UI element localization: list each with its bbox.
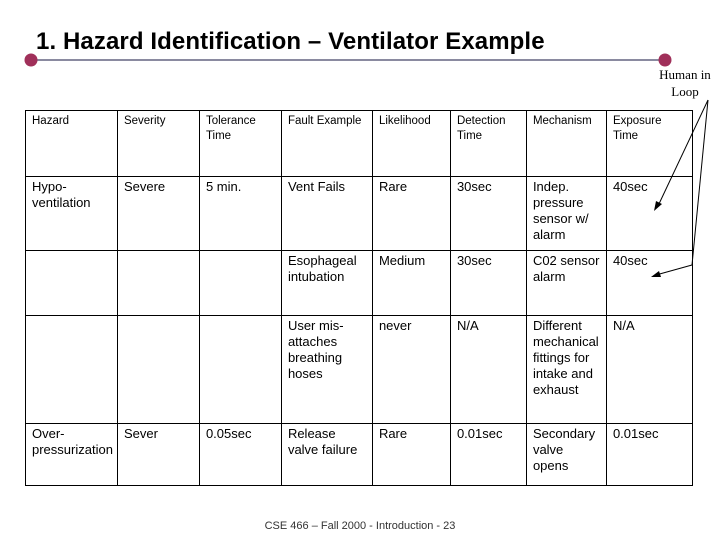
table-cell	[117, 251, 199, 316]
table-cell: 0.05sec	[199, 424, 281, 486]
table-cell: Sever	[117, 424, 199, 486]
table-cell: N/A	[450, 316, 526, 424]
table-cell	[26, 251, 118, 316]
table-cell: 40sec	[606, 251, 692, 316]
table-cell	[26, 316, 118, 424]
table-cell: User mis-attaches breathing hoses	[281, 316, 372, 424]
table-row	[26, 177, 693, 251]
table-cell: C02 sensor alarm	[526, 251, 606, 316]
column-header: Hazard	[26, 111, 118, 177]
table-cell	[199, 251, 281, 316]
arrow-2	[692, 100, 708, 265]
table-cell: 5 min.	[199, 177, 281, 251]
hazard-table	[25, 110, 693, 486]
table-row	[26, 251, 693, 316]
column-header: Likelihood	[372, 111, 450, 177]
column-header: Tolerance Time	[199, 111, 281, 177]
table-cell: Severe	[117, 177, 199, 251]
table-cell	[199, 316, 281, 424]
table-row	[26, 316, 693, 424]
table-cell: Medium	[372, 251, 450, 316]
column-header: Mechanism	[526, 111, 606, 177]
table-cell: Different mechanical fittings for intake and exhaust	[526, 316, 606, 424]
table-cell: Esophageal intubation	[281, 251, 372, 316]
human-in-loop-annotation: Human in Loop	[659, 67, 711, 99]
table-row	[26, 424, 693, 486]
column-header: Detection Time	[450, 111, 526, 177]
table-cell: Vent Fails	[281, 177, 372, 251]
table-cell: Rare	[372, 424, 450, 486]
rule-left-dot	[25, 54, 38, 67]
table-cell: Secondary valve opens	[526, 424, 606, 486]
table-cell: N/A	[606, 316, 692, 424]
table-cell: 40sec	[606, 177, 692, 251]
slide-title: 1. Hazard Identification – Ventilator Example	[36, 28, 545, 55]
table-cell: 30sec	[450, 251, 526, 316]
table-cell: Release valve failure	[281, 424, 372, 486]
table-cell: 0.01sec	[450, 424, 526, 486]
table-cell	[117, 316, 199, 424]
table-cell: 0.01sec	[606, 424, 692, 486]
table-cell: Over-pressurization	[26, 424, 118, 486]
slide-footer: CSE 466 – Fall 2000 - Introduction - 23	[264, 520, 456, 532]
table-cell: never	[372, 316, 450, 424]
column-header: Severity	[117, 111, 199, 177]
table-cell: Hypo-ventilation	[26, 177, 118, 251]
table-cell: 30sec	[450, 177, 526, 251]
table-header-row	[26, 111, 693, 177]
column-header: Exposure Time	[606, 111, 692, 177]
column-header: Fault Example	[281, 111, 372, 177]
rule-right-dot	[659, 54, 672, 67]
table-cell: Rare	[372, 177, 450, 251]
table-cell: Indep. pressure sensor w/ alarm	[526, 177, 606, 251]
